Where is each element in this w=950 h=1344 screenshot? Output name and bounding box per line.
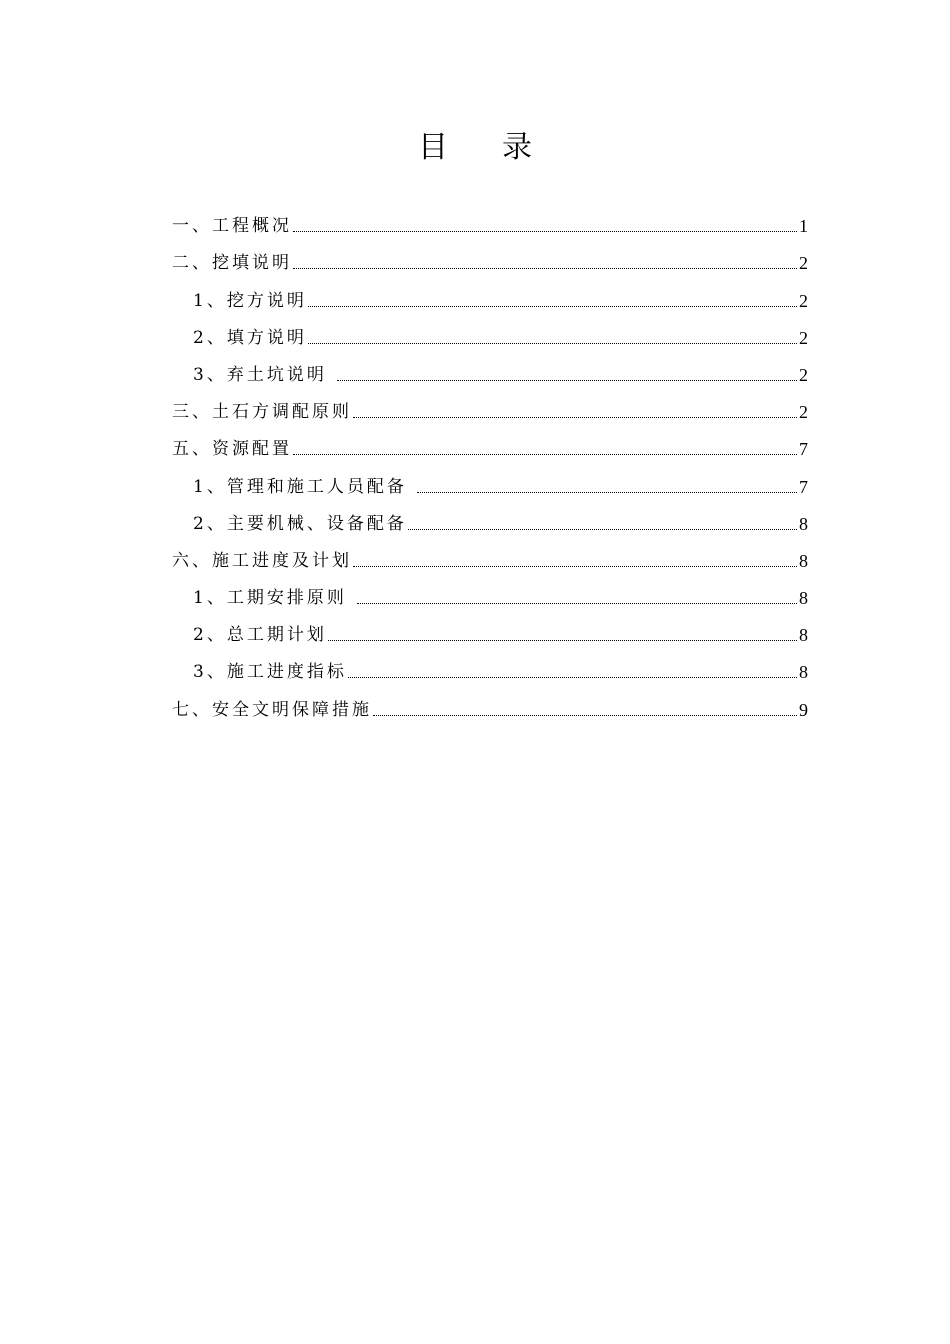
toc-entry-label: 2、主要机械、设备配备 — [193, 513, 407, 534]
toc-entry-label: 七、安全文明保障措施 — [172, 699, 372, 720]
toc-entry-label: 1、管理和施工人员配备 — [193, 476, 407, 497]
toc-entry-label: 三、土石方调配原则 — [172, 402, 352, 423]
toc-dot-leader — [373, 715, 797, 716]
toc-entry[interactable] — [172, 460, 808, 497]
toc-dot-leader — [417, 492, 797, 493]
toc-page-number: 8 — [799, 513, 808, 534]
toc-entry-label: 1、挖方说明 — [193, 290, 307, 311]
toc-entry[interactable] — [172, 200, 808, 237]
toc-page-number: 8 — [799, 625, 808, 646]
toc-entry-label: 2、总工期计划 — [193, 625, 327, 646]
toc-page-number: 8 — [799, 550, 808, 571]
toc-entry[interactable] — [172, 237, 808, 274]
toc-dot-leader — [308, 306, 797, 307]
toc-entry[interactable] — [172, 274, 808, 311]
page-title-char-1: 目 — [418, 130, 448, 165]
table-of-contents — [172, 200, 808, 721]
toc-entry[interactable] — [172, 646, 808, 683]
toc-page-number: 8 — [799, 588, 808, 609]
page-title-char-2: 录 — [502, 130, 532, 165]
toc-page-number: 8 — [799, 662, 808, 683]
toc-dot-leader — [353, 566, 797, 567]
toc-page-number: 2 — [799, 327, 808, 348]
toc-entry-label: 五、资源配置 — [172, 439, 292, 460]
toc-page-number: 7 — [799, 439, 808, 460]
toc-dot-leader — [357, 603, 797, 604]
toc-dot-leader — [328, 640, 797, 641]
toc-dot-leader — [293, 231, 797, 232]
toc-entry-label: 2、填方说明 — [193, 327, 307, 348]
toc-entry[interactable] — [172, 386, 808, 423]
toc-page-number: 2 — [799, 364, 808, 385]
toc-entry[interactable] — [172, 572, 808, 609]
toc-entry[interactable] — [172, 349, 808, 386]
toc-entry-label: 3、弃土坑说明 — [193, 364, 327, 385]
toc-page-number: 2 — [799, 290, 808, 311]
toc-page-number: 9 — [799, 699, 808, 720]
toc-entry-label: 一、工程概况 — [172, 216, 292, 237]
page-title — [0, 128, 950, 168]
toc-entry-label: 3、施工进度指标 — [193, 662, 347, 683]
toc-entry[interactable] — [172, 498, 808, 535]
toc-entry[interactable] — [172, 683, 808, 720]
toc-entry[interactable] — [172, 609, 808, 646]
toc-dot-leader — [353, 417, 797, 418]
toc-entry[interactable] — [172, 423, 808, 460]
toc-entry-label: 1、工期安排原则 — [193, 588, 347, 609]
toc-dot-leader — [293, 268, 797, 269]
toc-page-number: 7 — [799, 476, 808, 497]
toc-entry-label: 二、挖填说明 — [172, 253, 292, 274]
toc-entry[interactable] — [172, 535, 808, 572]
toc-page-number: 1 — [799, 216, 808, 237]
toc-dot-leader — [408, 529, 797, 530]
toc-dot-leader — [337, 380, 797, 381]
toc-entry[interactable] — [172, 312, 808, 349]
toc-dot-leader — [308, 343, 797, 344]
toc-page-number: 2 — [799, 253, 808, 274]
toc-page-number: 2 — [799, 402, 808, 423]
toc-dot-leader — [293, 454, 797, 455]
toc-dot-leader — [348, 677, 797, 678]
toc-entry-label: 六、施工进度及计划 — [172, 550, 352, 571]
